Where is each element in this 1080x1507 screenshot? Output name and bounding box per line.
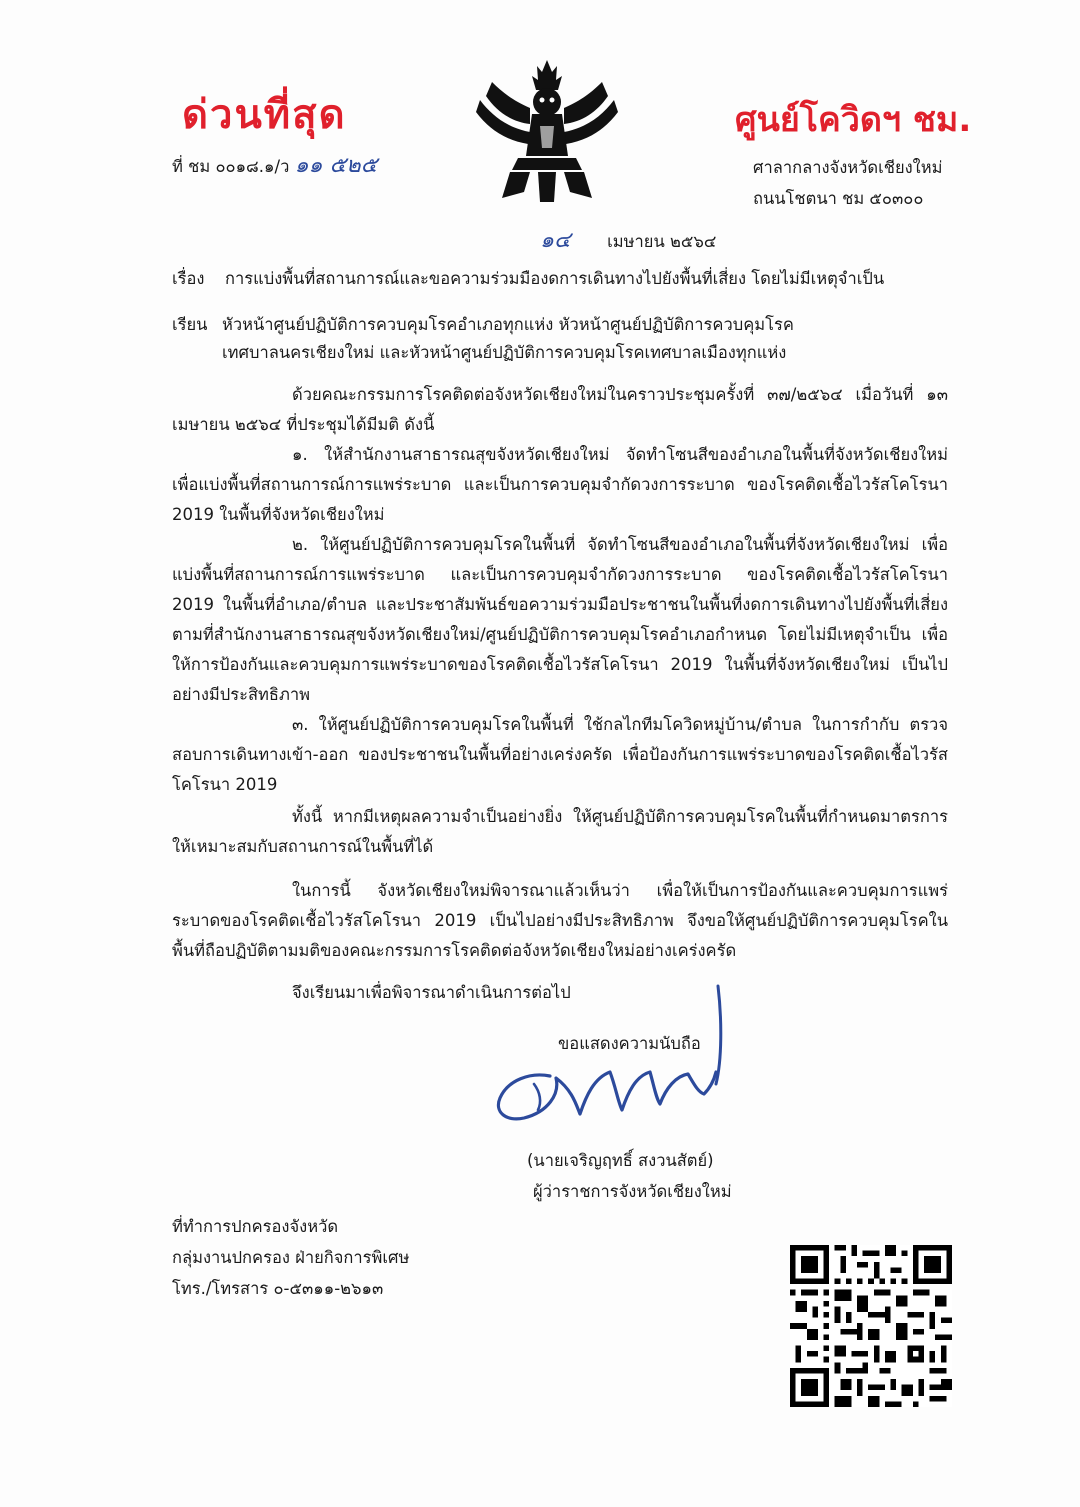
footer-phone: โทร./โทรสาร ๐-๕๓๑๑-๒๖๑๓: [172, 1279, 384, 1298]
signatory-name: (นายเจริญฤทธิ์ สงวนสัตย์): [527, 1151, 714, 1170]
conclusion-paragraph: ในการนี้ จังหวัดเชียงใหม่พิจารณาแล้วเห็นว่า เพื่อให้เป็นการป้องกันและควบคุมการแพร่ระบาดของโรคติดเชื้อไวรัสโคโรนา 2019 เป็นไปอย่างมีประสิทธิภาพ จึงขอให้ศูนย์ปฏิบัติการควบคุมโรคในพื้นที่ถือปฏิบัติตามมติของคณะกรรมการโรคติดต่อจังหวัดเชียงใหม่อย่างเคร่งครัด: [172, 881, 948, 960]
item-2-paragraph: ๒. ให้ศูนย์ปฏิบัติการควบคุมโรคในพื้นที่ จัดทำโซนสีของอำเภอในพื้นที่จังหวัดเชียงใหม่ เพื่อแบ่งพื้นที่สถานการณ์การแพร่ระบาด และเป็นการควบคุมจำกัดวงการระบาด ของโรคติดเชื้อไวรัสโคโรนา 2019 ในพื้นที่อำเภอ/ตำบล และประชาสัมพันธ์ขอความร่วมมือประชาชนในพื้นที่งดการเดินทางไปยังพื้นที่เสี่ยง ตามที่สำนักงานสาธารณสุขจังหวัดเชียงใหม่/ศูนย์ปฏิบัติการควบคุมโรคอำเภอกำหนด โดยไม่มีเหตุจำเป็น เพื่อให้การป้องกันและควบคุมการแพร่ระบาดของโรคติดเชื้อไวรัสโคโรนา 2019 ในพื้นที่จังหวัดเชียงใหม่ เป็นไปอย่างมีประสิทธิภาพ: [172, 535, 948, 704]
footer-division: กลุ่มงานปกครอง ฝ่ายกิจการพิเศษ: [172, 1248, 410, 1267]
note-paragraph: ทั้งนี้ หากมีเหตุผลความจำเป็นอย่างยิ่ง ให้ศูนย์ปฏิบัติการควบคุมโรคในพื้นที่กำหนดมาตรการให้เหมาะสมกับสถานการณ์ในพื้นที่ได้: [172, 807, 948, 856]
date-day-handwritten: ๑๔: [540, 228, 571, 253]
item-3-paragraph: ๓. ให้ศูนย์ปฏิบัติการควบคุมโรคในพื้นที่ ใช้กลไกทีมโควิดหมู่บ้าน/ตำบล ในการกำกับ ตรวจสอบการเดินทางเข้า-ออก ของประชาชนในพื้นที่อย่างเคร่งครัด เพื่อป้องกันการแพร่ระบาดของโรคติดเชื้อไวรัสโคโรนา 2019: [172, 715, 948, 794]
item-1-paragraph: ๑. ให้สำนักงานสาธารณสุขจังหวัดเชียงใหม่ จัดทำโซนสีของอำเภอในพื้นที่จังหวัดเชียงใหม่ เพื่อแบ่งพื้นที่สถานการณ์การแพร่ระบาด และเป็นการควบคุมจำกัดวงการระบาด ของโรคติดเชื้อไวรัสโคโรนา 2019 ในพื้นที่จังหวัดเชียงใหม่: [172, 445, 948, 524]
signatory-position: ผู้ว่าราชการจังหวัดเชียงใหม่: [533, 1182, 732, 1201]
reference-handwritten: ๑๑ ๕๒๕: [294, 153, 378, 178]
footer-office: ที่ทำการปกครองจังหวัด: [172, 1217, 339, 1236]
office-address-line1: ศาลากลางจังหวัดเชียงใหม่: [753, 158, 943, 177]
salutation: ขอแสดงความนับถือ: [558, 1034, 701, 1053]
recipient-label: เรียน: [172, 315, 208, 334]
handwritten-signature-icon: [490, 980, 740, 1130]
document-date: [540, 230, 716, 252]
subject-line: [172, 268, 884, 289]
date-month-year: เมษายน ๒๕๖๔: [607, 232, 717, 251]
recipient-line2: เทศบาลนครเชียงใหม่ และหัวหน้าศูนย์ปฏิบัติการควบคุมโรคเทศบาลเมืองทุกแห่ง: [222, 343, 787, 362]
garuda-emblem-icon: [472, 52, 622, 207]
closing-request: จึงเรียนมาเพื่อพิจารณาดำเนินการต่อไป: [292, 983, 571, 1002]
qr-code-icon[interactable]: [790, 1245, 952, 1407]
reference-label: ที่ ชม ๐๐๑๘.๑/ว: [172, 157, 290, 176]
reference-number: [172, 155, 377, 177]
subject-text: การแบ่งพื้นที่สถานการณ์และขอความร่วมมืองดการเดินทางไปยังพื้นที่เสี่ยง โดยไม่มีเหตุจำเป็น: [224, 269, 885, 288]
subject-label: เรื่อง: [172, 269, 205, 288]
urgency-stamp: ด่วนที่สุด: [182, 92, 347, 138]
intro-paragraph: ด้วยคณะกรรมการโรคติดต่อจังหวัดเชียงใหม่ในคราวประชุมครั้งที่ ๓๗/๒๕๖๔ เมื่อวันที่ ๑๓ เมษายน ๒๕๖๔ ที่ประชุมได้มีมติ ดังนี้: [172, 385, 948, 434]
recipient-line1: หัวหน้าศูนย์ปฏิบัติการควบคุมโรคอำเภอทุกแห่ง หัวหน้าศูนย์ปฏิบัติการควบคุมโรค: [222, 315, 794, 334]
center-stamp: ศูนย์โควิดฯ ชม.: [735, 100, 972, 140]
office-address-line2: ถนนโชตนา ชม ๕๐๓๐๐: [753, 189, 924, 208]
